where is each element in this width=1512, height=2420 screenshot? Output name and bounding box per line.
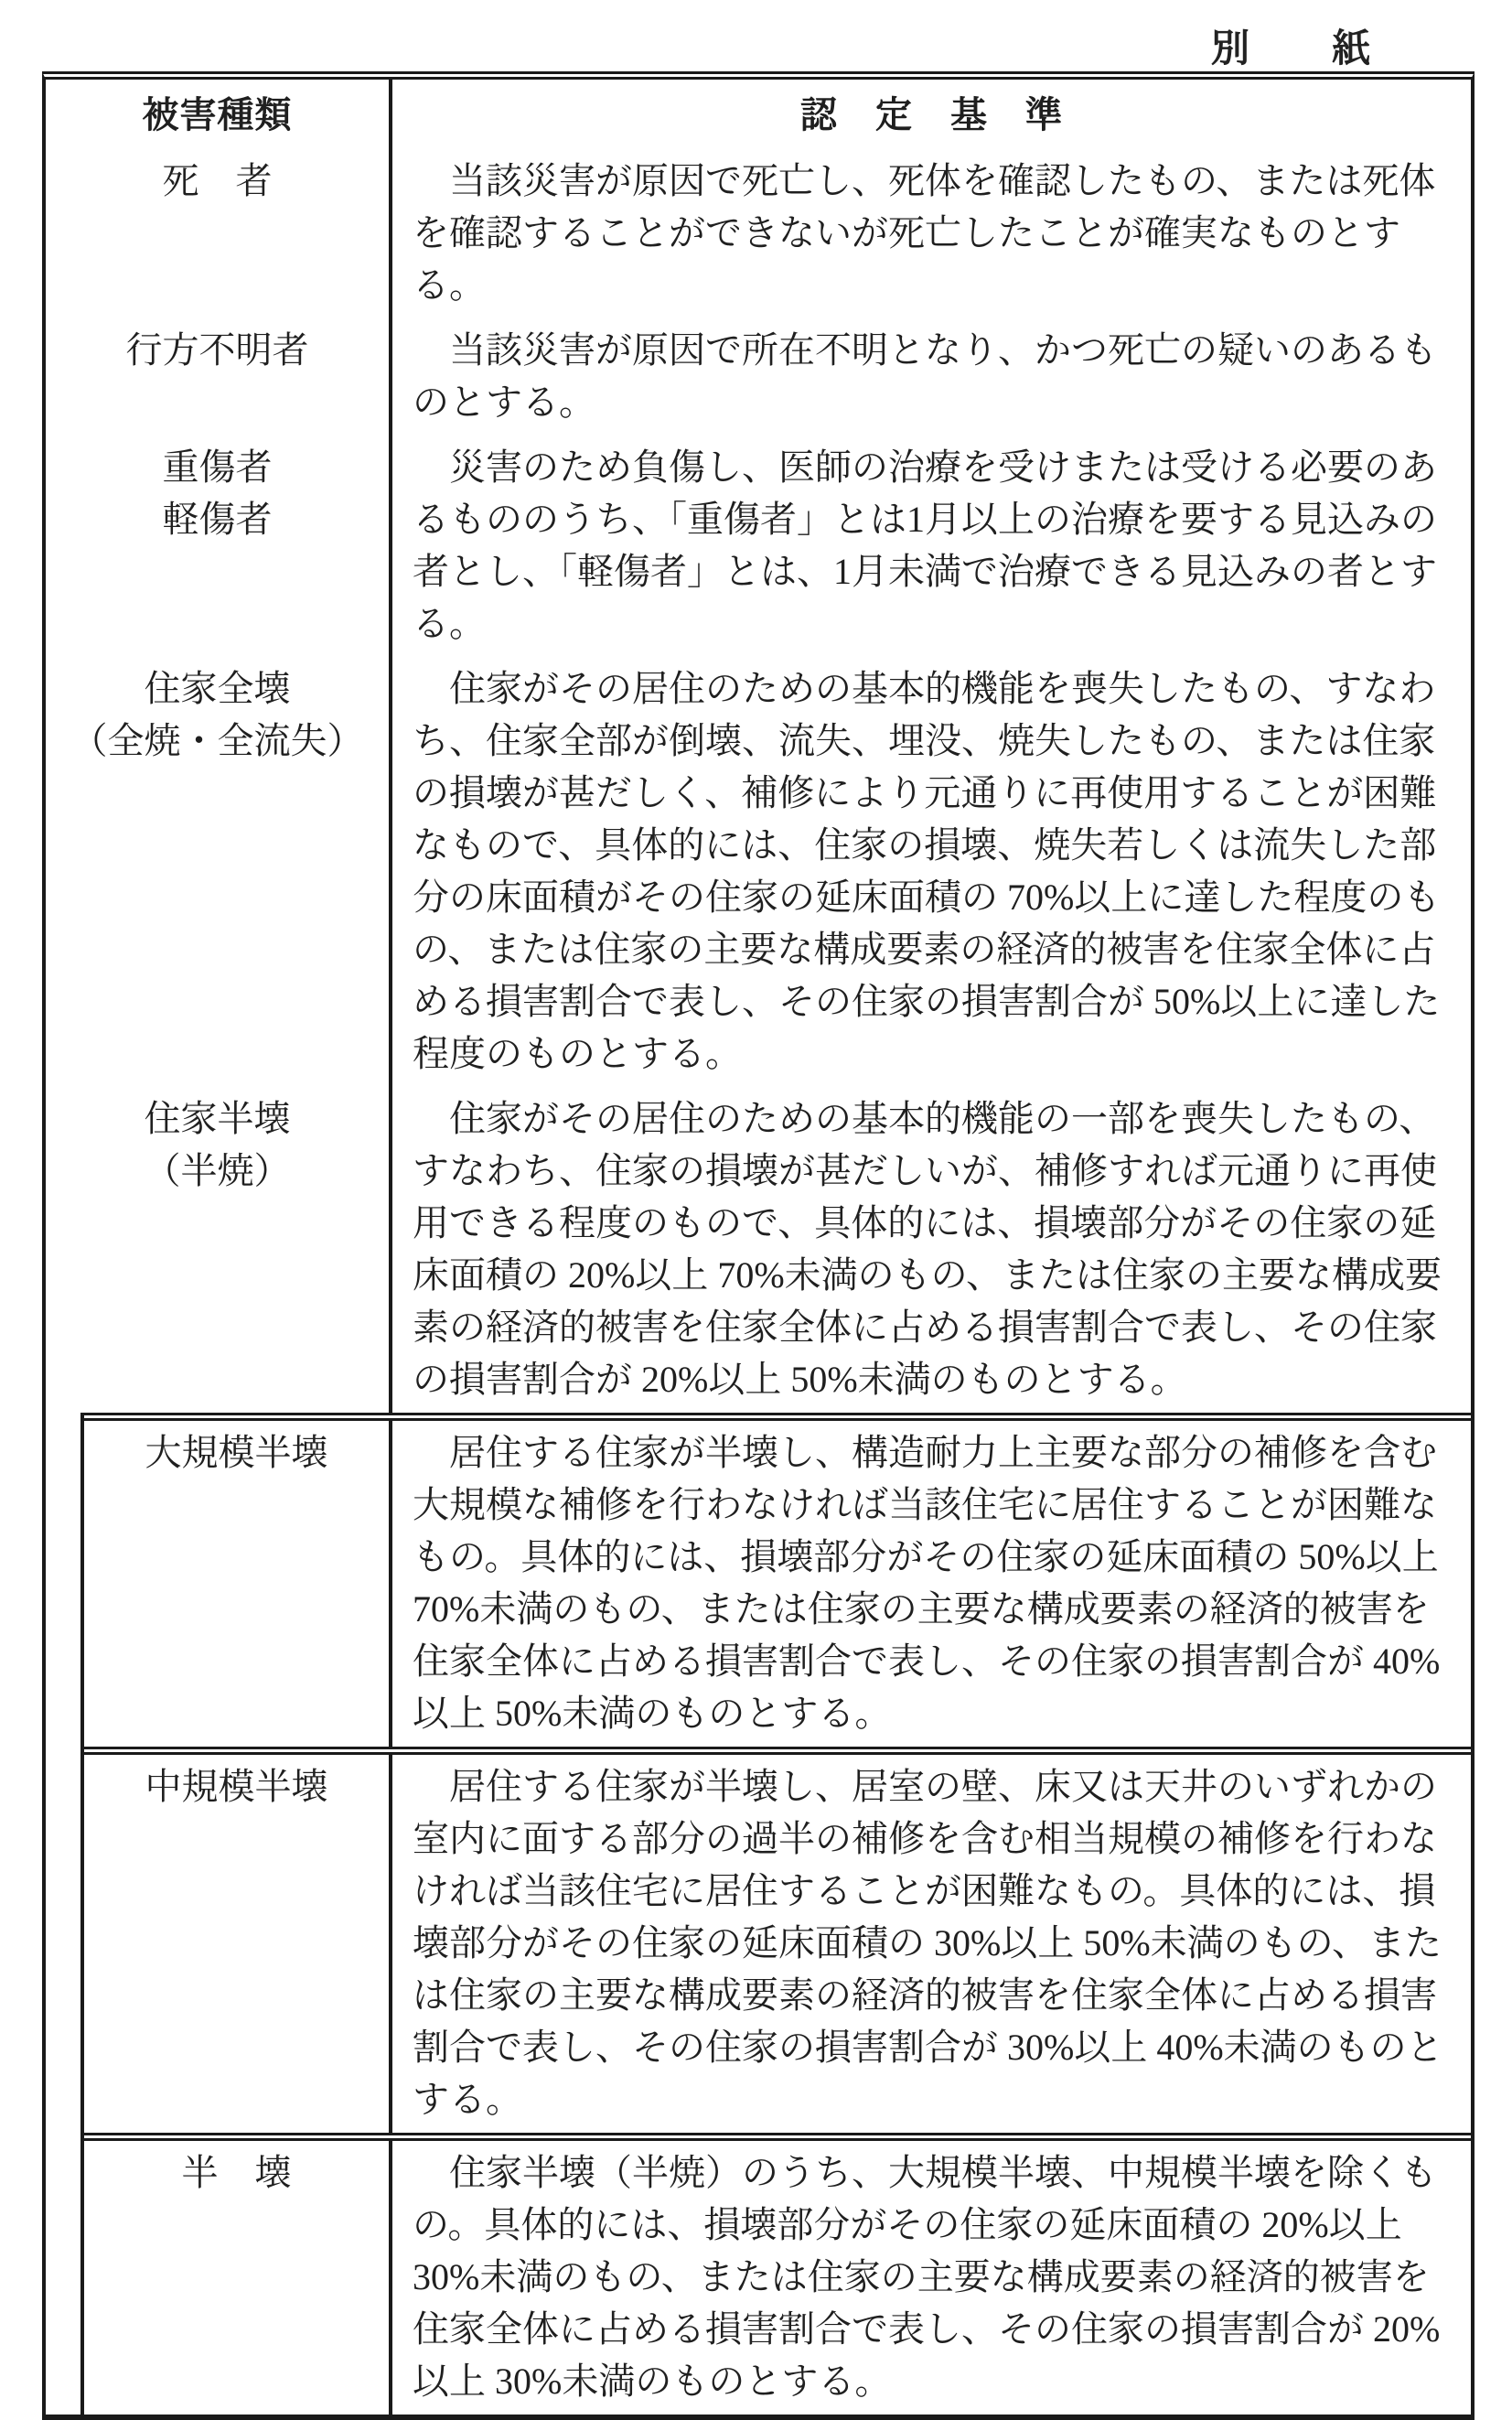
damage-type-label: （全焼・全流失） bbox=[70, 720, 364, 761]
indent-strip bbox=[46, 1413, 84, 2415]
criteria-text: 居住する住家が半壊し、構造耐力上主要な部分の補修を含む大規模な補修を行わなければ当該住宅に居住することが困難なもの。具体的には、損壊部分がその住家の延床面積の 50%以上 70%未満のもの、または住家の主要な構成要素の経済的被害を住家全体に占める損害割合で表し、その住家の損害割合が 40%以上 50%未満のものとする。 bbox=[413, 1432, 1441, 1734]
criteria-text: 当該災害が原因で所在不明となり、かつ死亡の疑いのあるものとする。 bbox=[413, 329, 1437, 423]
criteria-text: 住家半壊（半焼）のうち、大規模半壊、中規模半壊を除くもの。具体的には、損壊部分がその住家の延床面積の 20%以上 30%未満のもの、または住家の主要な構成要素の経済的被害を住家全体に占める損害割合で表し、その住家の損害割合が 20%以上 30%未満のものとする。 bbox=[413, 2152, 1441, 2402]
damage-type-label: 大規模半壊 bbox=[145, 1432, 328, 1473]
header-criteria: 認 定 基 準 bbox=[800, 93, 1063, 135]
table-row bbox=[46, 436, 1471, 657]
criteria-text: 住家がその居住のための基本的機能の一部を喪失したもの、すなわち、住家の損壊が甚だしいが、補修すれば元通りに再使用できる程度のもので、具体的には、損壊部分がその住家の延床面積の 20%以上 70%未満のもの、または住家の主要な構成要素の経済的被害を住家全体に占める損害割合で表し、その住家の損害割合が 20%以上 50%未満のものとする。 bbox=[413, 1098, 1442, 1400]
damage-type-cell bbox=[46, 436, 392, 657]
attachment-label: 別 紙 bbox=[1210, 28, 1372, 70]
damage-criteria-table bbox=[42, 71, 1474, 2420]
damage-type-label: 中規模半壊 bbox=[145, 1766, 328, 1807]
damage-type-label: 半 壊 bbox=[181, 2152, 292, 2193]
damage-type-cell bbox=[46, 149, 392, 318]
criteria-cell bbox=[392, 2141, 1471, 2415]
criteria-text: 住家がその居住のための基本的機能を喪失したもの、すなわち、住家全部が倒壊、流失、埋没、焼失したもの、または住家の損壊が甚だしく、補修により元通りに再使用することが困難なもので、具体的には、住家の損壊、焼失若しくは流失した部分の床面積がその住家の延床面積の 70%以上に達した程度のもの、または住家の主要な構成要素の経済的被害を住家全体に占める損害割合で表し、その住家の損害割合が 50%以上に達した程度のものとする。 bbox=[413, 668, 1441, 1074]
damage-type-label: 軽傷者 bbox=[162, 499, 273, 540]
criteria-text: 居住する住家が半壊し、居室の壁、床又は天井のいずれかの室内に面する部分の過半の補修を含む相当規模の補修を行わなければ当該住宅に居住することが困難なもの。具体的には、損壊部分がその住家の延床面積の 30%以上 50%未満のもの、または住家の主要な構成要素の経済的被害を住家全体に占める損害割合で表し、その住家の損害割合が 30%以上 40%未満のものとする。 bbox=[413, 1766, 1443, 2120]
damage-type-label: （半焼） bbox=[144, 1150, 291, 1191]
damage-type-cell bbox=[46, 1087, 392, 1413]
table-row bbox=[84, 1413, 1471, 1747]
criteria-text: 災害のため負傷し、医師の治療を受けまたは受ける必要のあるもののうち、「重傷者」とは1月以上の治療を要する見込みの者とし、「軽傷者」とは、1月未満で治療できる見込みの者とする。 bbox=[413, 446, 1437, 644]
damage-type-cell bbox=[84, 1421, 392, 1747]
table-row bbox=[46, 149, 1471, 318]
table-row bbox=[46, 657, 1471, 1087]
criteria-cell bbox=[392, 657, 1471, 1087]
damage-type-label: 行方不明者 bbox=[125, 329, 309, 371]
damage-type-label: 住家全壊 bbox=[144, 668, 291, 709]
criteria-cell bbox=[392, 149, 1471, 318]
damage-type-cell bbox=[84, 2141, 392, 2415]
table-header-row bbox=[46, 80, 1471, 149]
criteria-cell bbox=[392, 1087, 1471, 1413]
criteria-cell bbox=[392, 1421, 1471, 1747]
table-row bbox=[84, 1747, 1471, 2133]
damage-type-label: 重傷者 bbox=[162, 446, 273, 488]
table-row bbox=[46, 1087, 1471, 1413]
subrows bbox=[84, 1413, 1471, 2415]
damage-type-label: 住家半壊 bbox=[144, 1098, 291, 1139]
damage-type-cell bbox=[84, 1755, 392, 2133]
table-row bbox=[46, 318, 1471, 436]
damage-type-cell bbox=[46, 657, 392, 1087]
damage-type-cell bbox=[46, 318, 392, 436]
criteria-text: 当該災害が原因で死亡し、死体を確認したもの、または死体を確認することができないが死亡したことが確実なものとする。 bbox=[413, 160, 1436, 306]
criteria-cell bbox=[392, 318, 1471, 436]
half-damage-subsection bbox=[46, 1413, 1471, 2415]
table-row bbox=[84, 2133, 1471, 2415]
header-damage-type: 被害種類 bbox=[46, 80, 392, 149]
damage-type-label: 死 者 bbox=[162, 160, 273, 201]
criteria-cell bbox=[392, 1755, 1471, 2133]
criteria-cell bbox=[392, 436, 1471, 657]
